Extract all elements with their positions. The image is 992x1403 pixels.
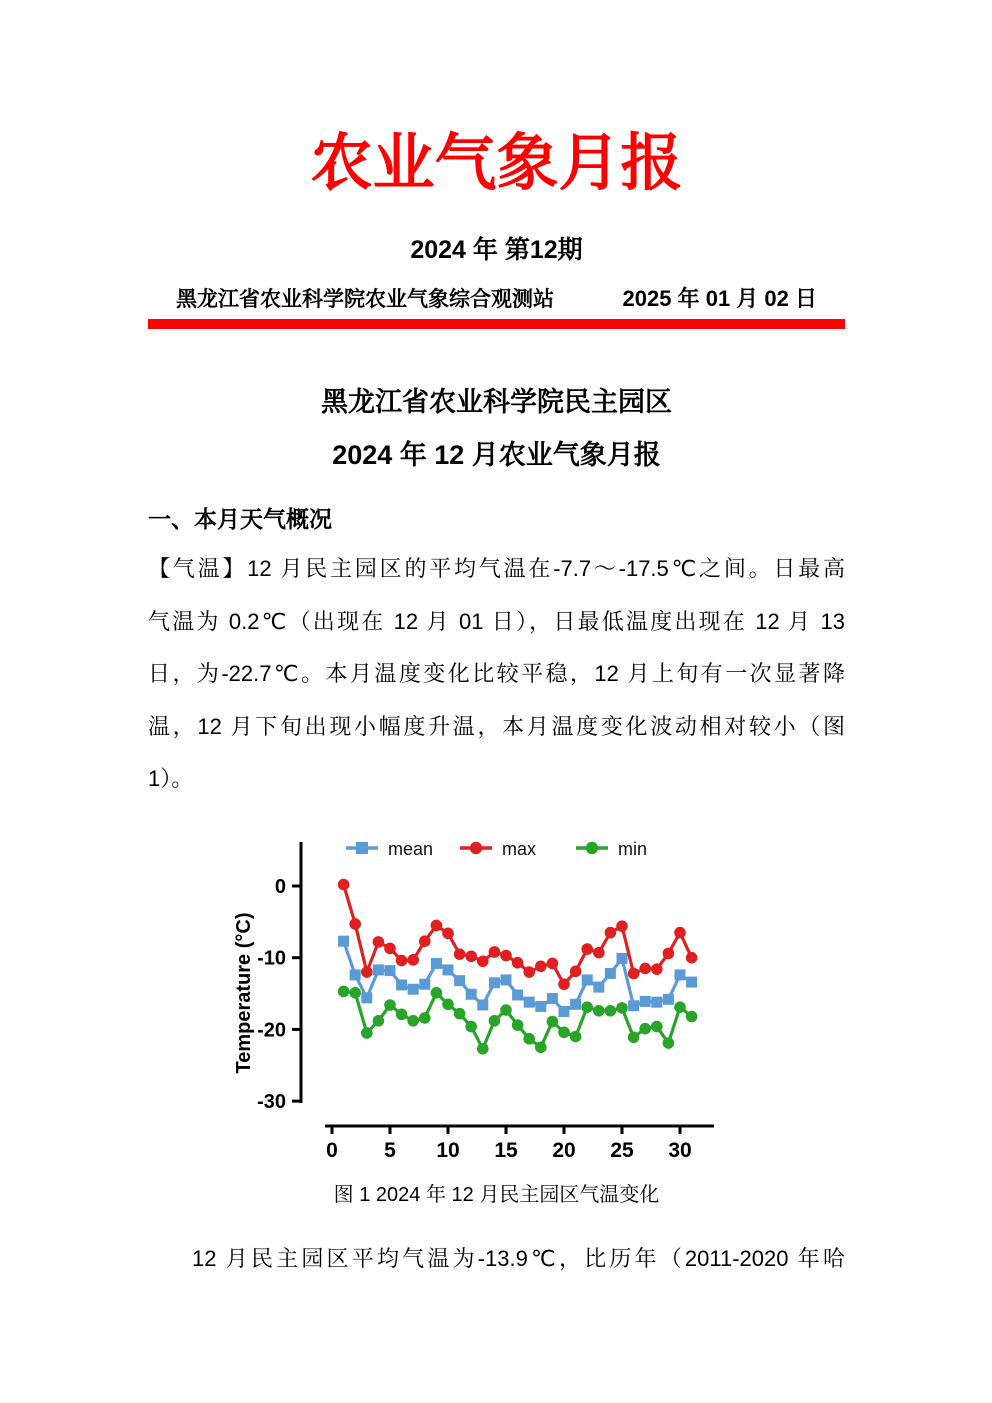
svg-text:10: 10 (436, 1138, 460, 1162)
paragraph-line: 温，12 月下旬出现小幅度升温，本月温度变化波动相对较小（图 (148, 713, 845, 739)
closing-paragraph-line: 12 月民主园区平均气温为-13.9℃，比历年（2011-2020 年哈 (192, 1245, 845, 1271)
svg-text:-30: -30 (257, 1090, 286, 1113)
paragraph-line: 气温为 0.2℃（出现在 12 月 01 日），日最低温度出现在 12 月 13 (148, 608, 845, 634)
masthead-date: 2025 年 01 月 02 日 (622, 286, 817, 312)
paragraph-line: 【气温】12 月民主园区的平均气温在-7.7～-17.5℃之间。日最高 (148, 556, 845, 582)
paragraph-line: 日，为-22.7℃。本月温度变化比较平稳，12 月上旬有一次显著降 (148, 661, 845, 687)
svg-text:15: 15 (494, 1138, 518, 1162)
svg-text:25: 25 (610, 1138, 634, 1162)
svg-text:0: 0 (274, 875, 286, 898)
temperature-chart (228, 818, 728, 1193)
svg-text:Temperature (°C): Temperature (°C) (233, 912, 255, 1074)
svg-text:5: 5 (384, 1138, 396, 1162)
figure1-caption: 图 1 2024 年 12 月民主园区气温变化 (333, 1183, 660, 1206)
figure1-container (228, 818, 728, 1193)
masthead-row (148, 282, 845, 313)
page-content (148, 0, 845, 1285)
temperature-paragraph (148, 543, 845, 806)
svg-text:max: max (502, 838, 537, 859)
doc-title: 农业气象月报 (310, 129, 683, 198)
svg-text:30: 30 (668, 1138, 692, 1162)
report-heading-line1: 黑龙江省农业科学院民主园区 (321, 387, 672, 418)
svg-text:20: 20 (552, 1138, 576, 1162)
report-heading-line2: 2024 年 12 月农业气象月报 (332, 440, 661, 471)
section1-heading: 一、本月天气概况 (148, 506, 332, 533)
svg-text:-20: -20 (257, 1019, 286, 1042)
svg-text:mean: mean (388, 838, 434, 859)
svg-text:min: min (618, 838, 648, 859)
paragraph-line: 1）。 (148, 766, 194, 792)
svg-text:-10: -10 (257, 947, 286, 970)
masthead-org: 黑龙江省农业科学院农业气象综合观测站 (176, 288, 554, 312)
red-divider-rule (148, 319, 845, 329)
svg-text:0: 0 (326, 1138, 338, 1162)
issue-line: 2024 年 第12期 (410, 236, 583, 265)
